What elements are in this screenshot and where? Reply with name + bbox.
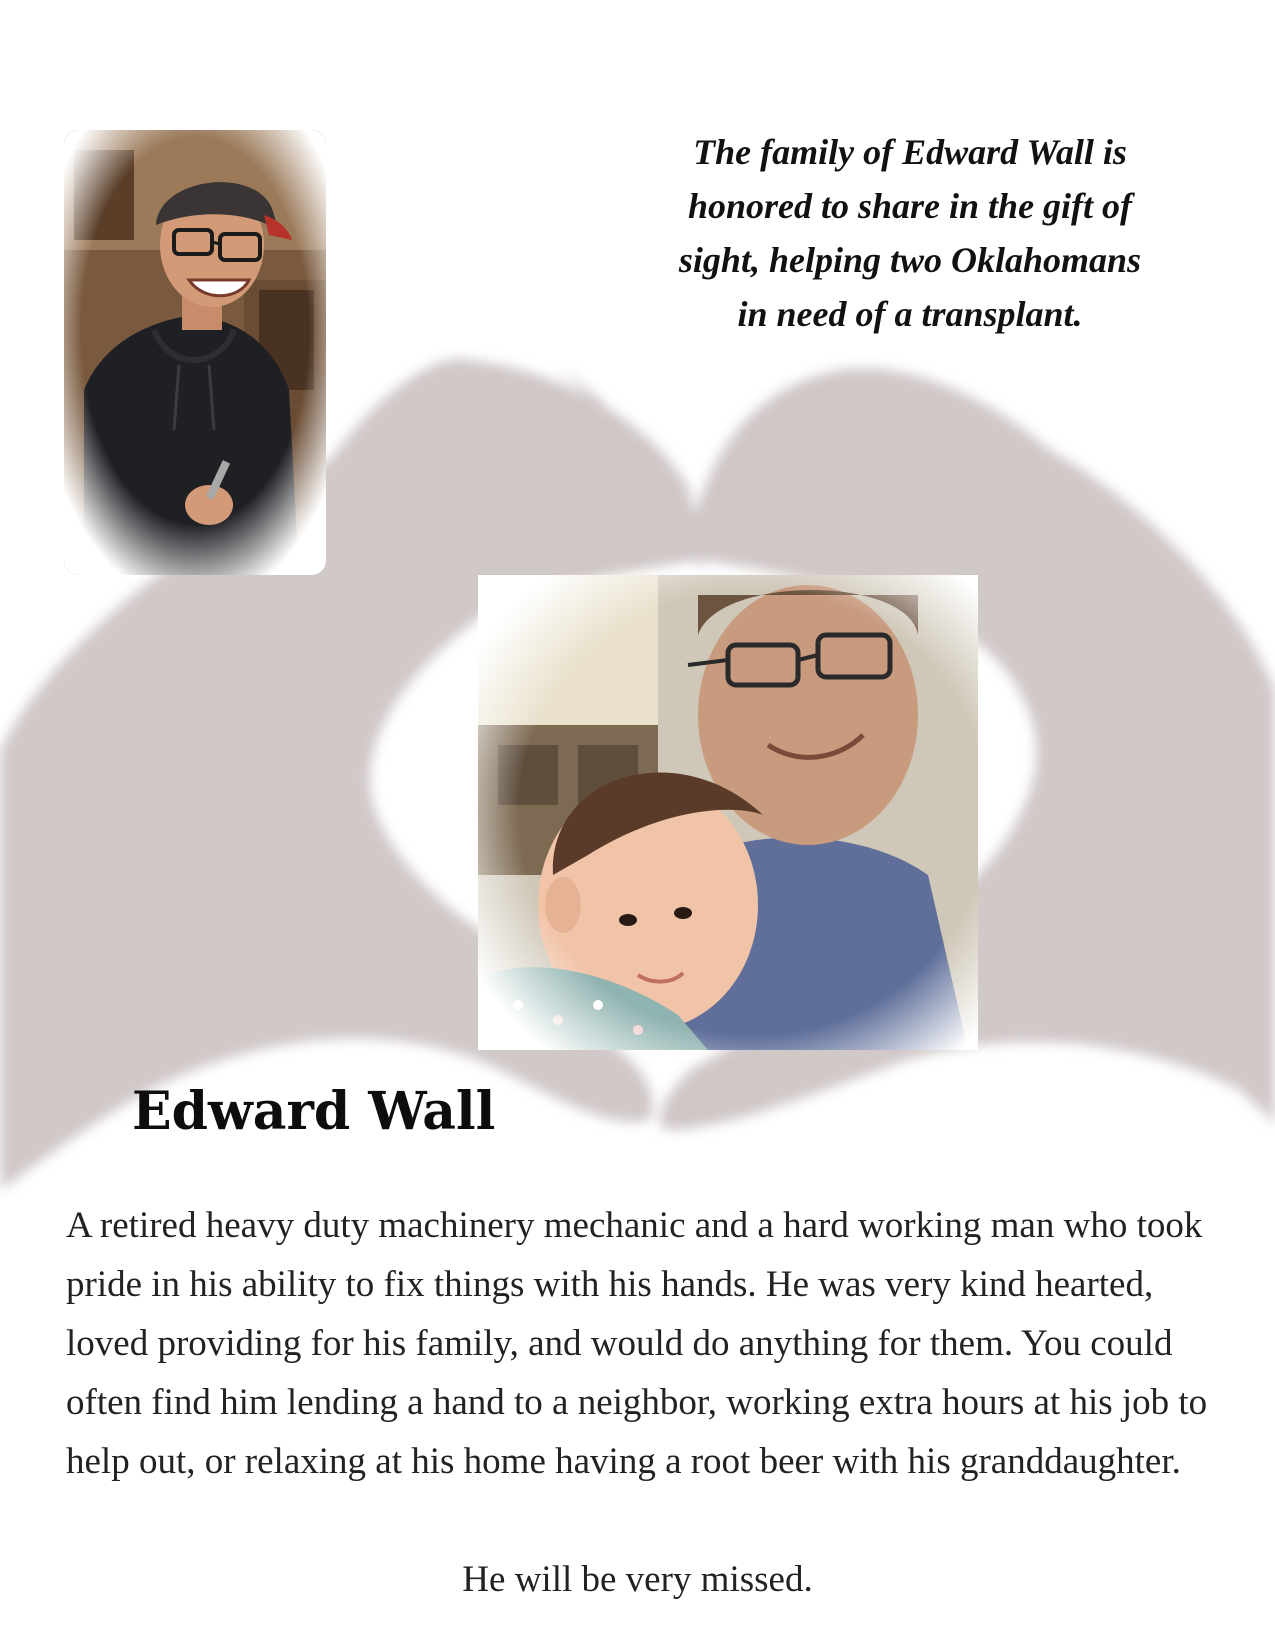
donor-name: Edward Wall bbox=[132, 1081, 496, 1142]
tribute-text: The family of Edward Wall is honored to share in the gift of sight, helping two Oklahomans in need of a transplant. bbox=[678, 132, 1142, 334]
photo-edward-smiling-image bbox=[64, 130, 326, 575]
photo-edward-with-granddaughter bbox=[478, 575, 978, 1050]
photo-edward-smiling bbox=[64, 130, 326, 575]
photo-edward-with-granddaughter-image bbox=[478, 575, 978, 1050]
biography-text: A retired heavy duty machinery mechanic and a hard working man who took pride in his ability to fix things with his hands. He was very kind hearted, loved providing for his family, and would do anything for them. You could often find him lending a hand to a neighbor, working extra hours at his job to help out, or relaxing at his home having a root beer with his granddaughter. bbox=[66, 1205, 1208, 1482]
closing-text: He will be very missed. bbox=[462, 1559, 813, 1600]
